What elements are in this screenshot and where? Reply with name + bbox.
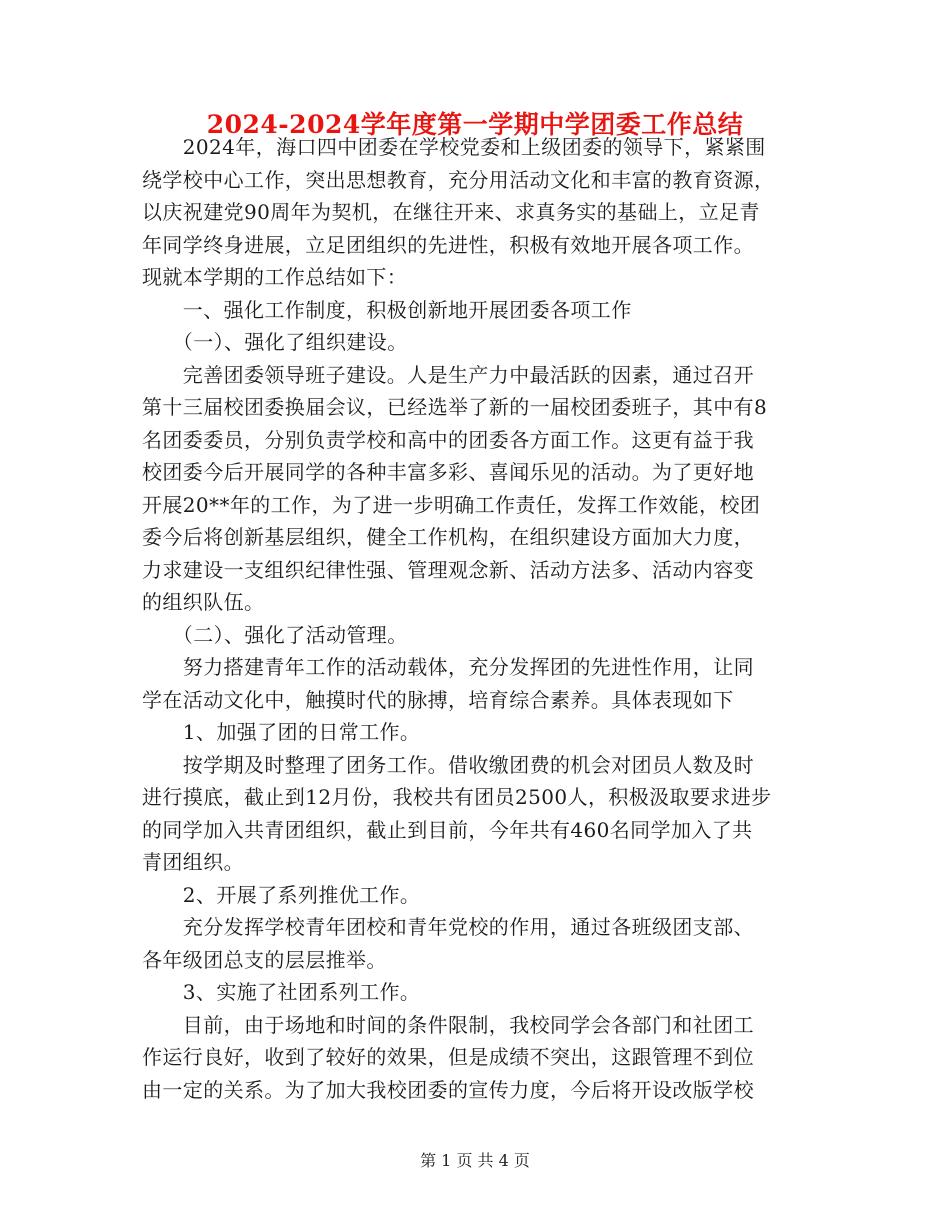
- subsection-heading: （一）、强化了组织建设。: [142, 330, 408, 354]
- body-line: 充分发挥学校青年团校和青年党校的作用，通过各班级团支部、: [142, 915, 754, 939]
- body-line: 目前，由于场地和时间的条件限制，我校同学会各部门和社团工: [142, 1012, 754, 1037]
- body-line: 绕学校中心工作，突出思想教育，充分用活动文化和丰富的教育资源，: [142, 167, 775, 192]
- body-line: 校团委今后开展同学的各种丰富多彩、喜闻乐见的活动。为了更好地: [142, 460, 754, 484]
- body-line: 完善团委领导班子建设。人是生产力中最活跃的因素，通过召开: [142, 362, 754, 387]
- body-line: 按学期及时整理了团务工作。借收缴团费的机会对团员人数及时: [142, 752, 754, 777]
- body-line: 名团委委员，分别负责学校和高中的团委各方面工作。这更有益于我: [142, 427, 754, 452]
- body-line: 的组织队伍。: [142, 590, 265, 614]
- body-line: 青团组织。: [142, 850, 244, 874]
- item-heading: 3、实施了社团系列工作。: [142, 980, 421, 1004]
- section-heading: 一、强化工作制度，积极创新地开展团委各项工作: [142, 297, 632, 322]
- body-line: 2024年，海口四中团委在学校党委和上级团委的领导下，紧紧围: [142, 135, 766, 159]
- body-line: 第十三届校团委换届会议，已经选举了新的一届校团委班子，其中有8: [142, 395, 768, 419]
- body-line: 开展20**年的工作，为了进一步明确工作责任，发挥工作效能，校团: [142, 492, 761, 517]
- body-line: 力求建设一支组织纪律性强、管理观念新、活动方法多、活动内容变: [142, 557, 754, 582]
- body-line: 以庆祝建党90周年为契机，在继往开来、求真务实的基础上，立足青: [142, 200, 760, 224]
- item-heading: 1、加强了团的日常工作。: [142, 720, 421, 744]
- body-line: 的同学加入共青团组织，截止到目前，今年共有460名同学加入了共: [142, 817, 753, 842]
- body-line: 年同学终身进展，立足团组织的先进性，积极有效地开展各项工作。: [142, 232, 754, 257]
- document-body: [142, 131, 812, 1106]
- body-line: 作运行良好，收到了较好的效果，但是成绩不突出，这跟管理不到位: [142, 1045, 754, 1069]
- subsection-heading: （二）、强化了活动管理。: [142, 622, 408, 647]
- body-line: 努力搭建青年工作的活动载体，充分发挥团的先进性作用，让同: [142, 655, 754, 679]
- body-line: 进行摸底，截止到12月份，我校共有团员2500人，积极汲取要求进步: [142, 785, 772, 809]
- document-title: 2024-2024学年度第一学期中学团委工作总结: [206, 110, 744, 139]
- page-number-footer: 第 1 页 共 4 页: [420, 1151, 530, 1170]
- body-line: 由一定的关系。为了加大我校团委的宣传力度，今后将开设改版学校: [142, 1077, 754, 1102]
- body-line: 现就本学期的工作总结如下：: [142, 265, 408, 289]
- body-line: 学在活动文化中，触摸时代的脉搏，培育综合素养。具体表现如下: [142, 687, 734, 712]
- body-line: 各年级团总支的层层推举。: [142, 947, 387, 972]
- item-heading: 2、开展了系列推优工作。: [142, 882, 421, 907]
- body-line: 委今后将创新基层组织，健全工作机构，在组织建设方面加大力度，: [142, 525, 754, 549]
